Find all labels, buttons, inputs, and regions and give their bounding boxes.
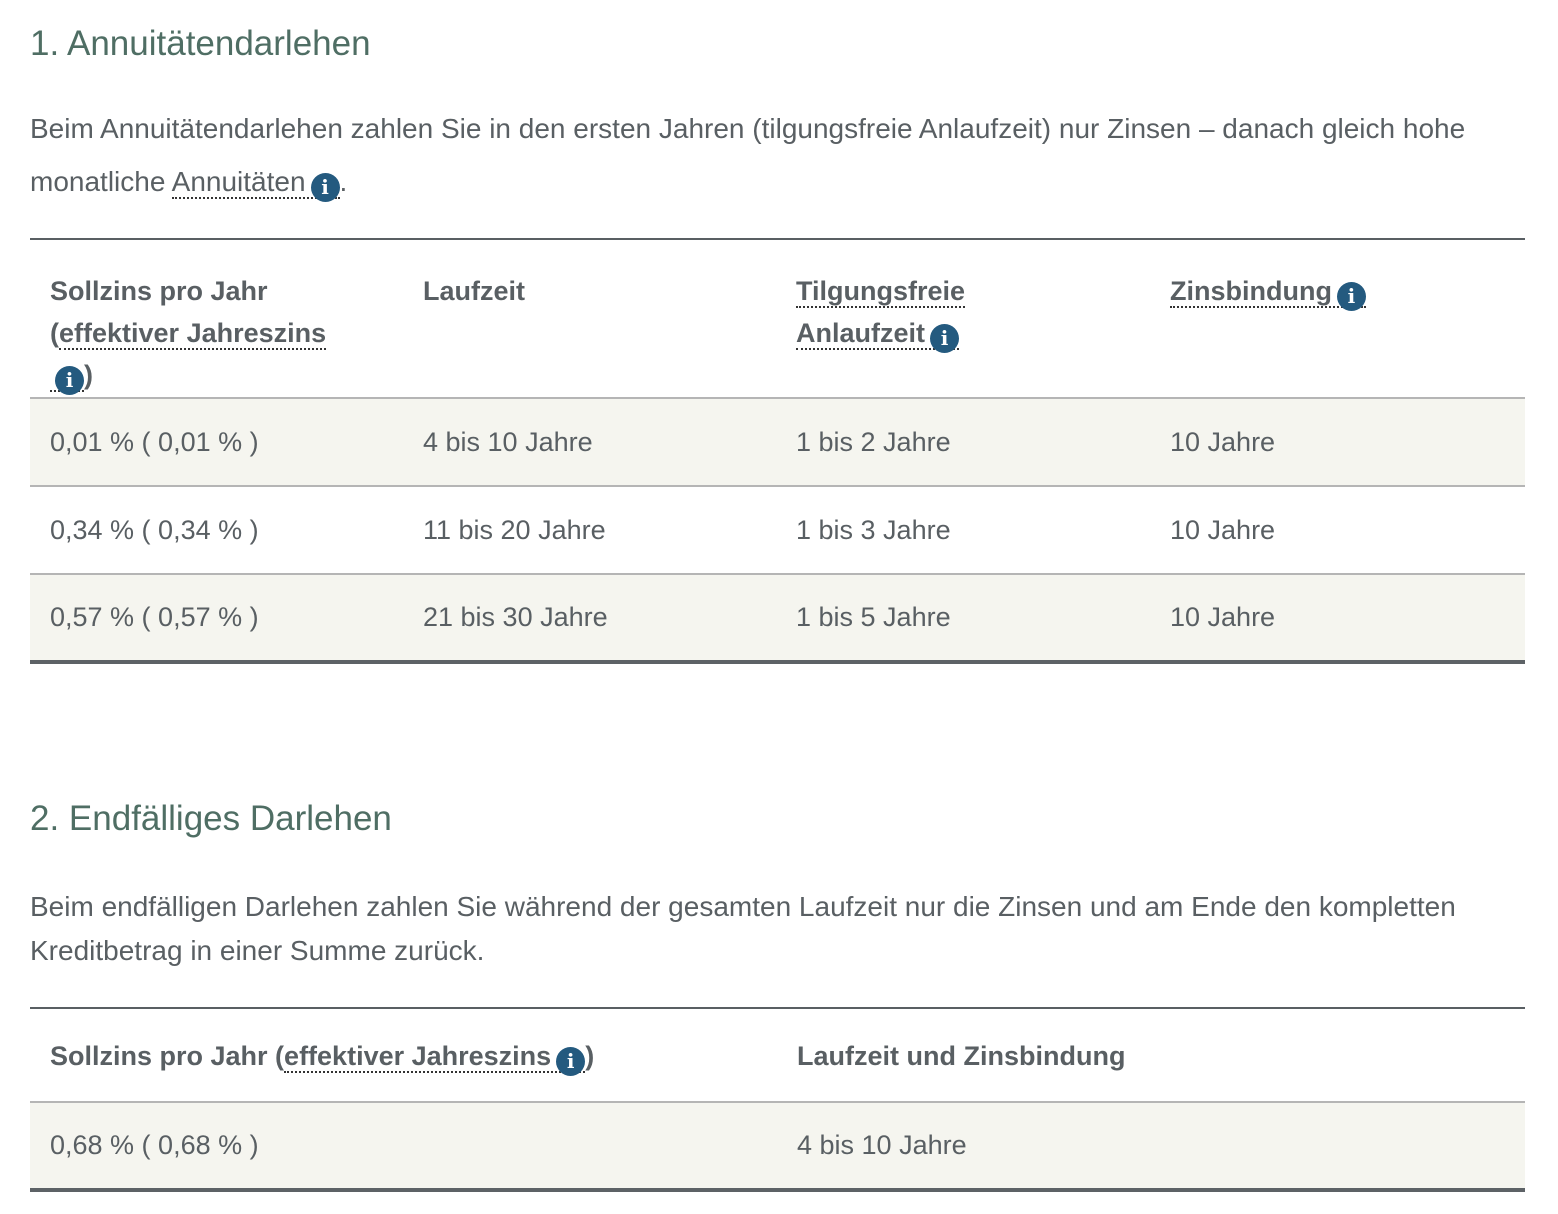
table-header-row [30,1008,1525,1102]
cell-laufzeit-zinsbindung: 4 bis 10 Jahre [797,1130,967,1160]
cell-sollzins: 0,01 % ( 0,01 % ) [50,426,259,457]
cell-laufzeit: 4 bis 10 Jahre [423,426,593,457]
term-label: effektiver Jahreszins [284,1041,552,1071]
paren-close: ) [84,360,93,390]
paren-close: ) [585,1041,595,1071]
header-laufzeit-zinsbindung: Laufzeit und Zinsbindung [797,1041,1126,1071]
term-label: Tilgungsfreie [796,276,966,306]
cell-sollzins: 0,34 % ( 0,34 % ) [50,514,259,545]
tilgungsfreie-anlaufzeit-tooltip-link[interactable] [796,276,965,350]
header-sollzins [30,239,403,398]
header-laufzeit: Laufzeit [423,276,526,306]
zinsbindung-tooltip-link[interactable] [1170,276,1366,308]
section-intro [30,102,1525,208]
header-sollzins-label: Sollzins pro Jahr [50,276,268,306]
info-icon[interactable]: i [1337,282,1366,311]
cell-sollzins: 0,57 % ( 0,57 % ) [50,602,259,632]
table-row [30,574,1525,662]
paren-open: ( [50,318,59,348]
info-icon[interactable]: i [930,324,959,353]
intro-end: . [339,166,348,197]
cell-sollzins: 0,68 % ( 0,68 % ) [50,1130,259,1160]
section-annuitaetendarlehen [30,22,1525,664]
cell-anlaufzeit: 1 bis 5 Jahre [796,602,951,632]
section-heading: 2. Endfälliges Darlehen [30,799,392,838]
info-icon[interactable]: i [311,173,340,202]
cell-laufzeit: 11 bis 20 Jahre [423,514,606,545]
cell-laufzeit: 21 bis 30 Jahre [423,602,608,632]
table-row [30,398,1525,486]
cell-anlaufzeit: 1 bis 2 Jahre [796,426,951,457]
section-intro: Beim endfälligen Darlehen zahlen Sie während der gesamten Laufzeit nur die Zinsen und am Ende den kompletten Kreditbetrag in einer Summe zurück. [30,891,1456,966]
term-label: effektiver Jahreszins [59,318,327,348]
header-tilgungsfreie-anlaufzeit [776,239,1150,398]
endfaellig-table [30,1007,1525,1192]
term-label: Annuitäten [171,166,306,197]
annuitaeten-table [30,238,1525,664]
cell-zinsbindung: 10 Jahre [1170,602,1276,632]
info-icon[interactable]: i [55,366,84,395]
table-row [30,486,1525,574]
effektiver-jahreszins-tooltip-link[interactable] [284,1041,585,1073]
annuitaeten-tooltip-link[interactable] [172,166,340,199]
header-sollzins-label: Sollzins pro Jahr ( [50,1041,285,1071]
table-header-row [30,239,1525,398]
table-row [30,1102,1525,1190]
header-sollzins [30,1008,777,1102]
term-label: Zinsbindung [1170,276,1332,306]
section-endfaelliges-darlehen [30,797,1525,1192]
header-zinsbindung [1150,239,1525,398]
cell-zinsbindung: 10 Jahre [1170,426,1276,457]
cell-anlaufzeit: 1 bis 3 Jahre [796,514,951,545]
section-heading: 1. Annuitätendarlehen [30,24,371,63]
term-label: Anlaufzeit [796,318,926,348]
cell-zinsbindung: 10 Jahre [1170,514,1276,545]
intro-text: Beim Annuitätendarlehen zahlen Sie in den ersten Jahren (tilgungsfreie Anlaufzeit) nur Zinsen – danach gleich hohe monatliche [30,113,1466,197]
info-icon[interactable]: i [556,1047,585,1076]
